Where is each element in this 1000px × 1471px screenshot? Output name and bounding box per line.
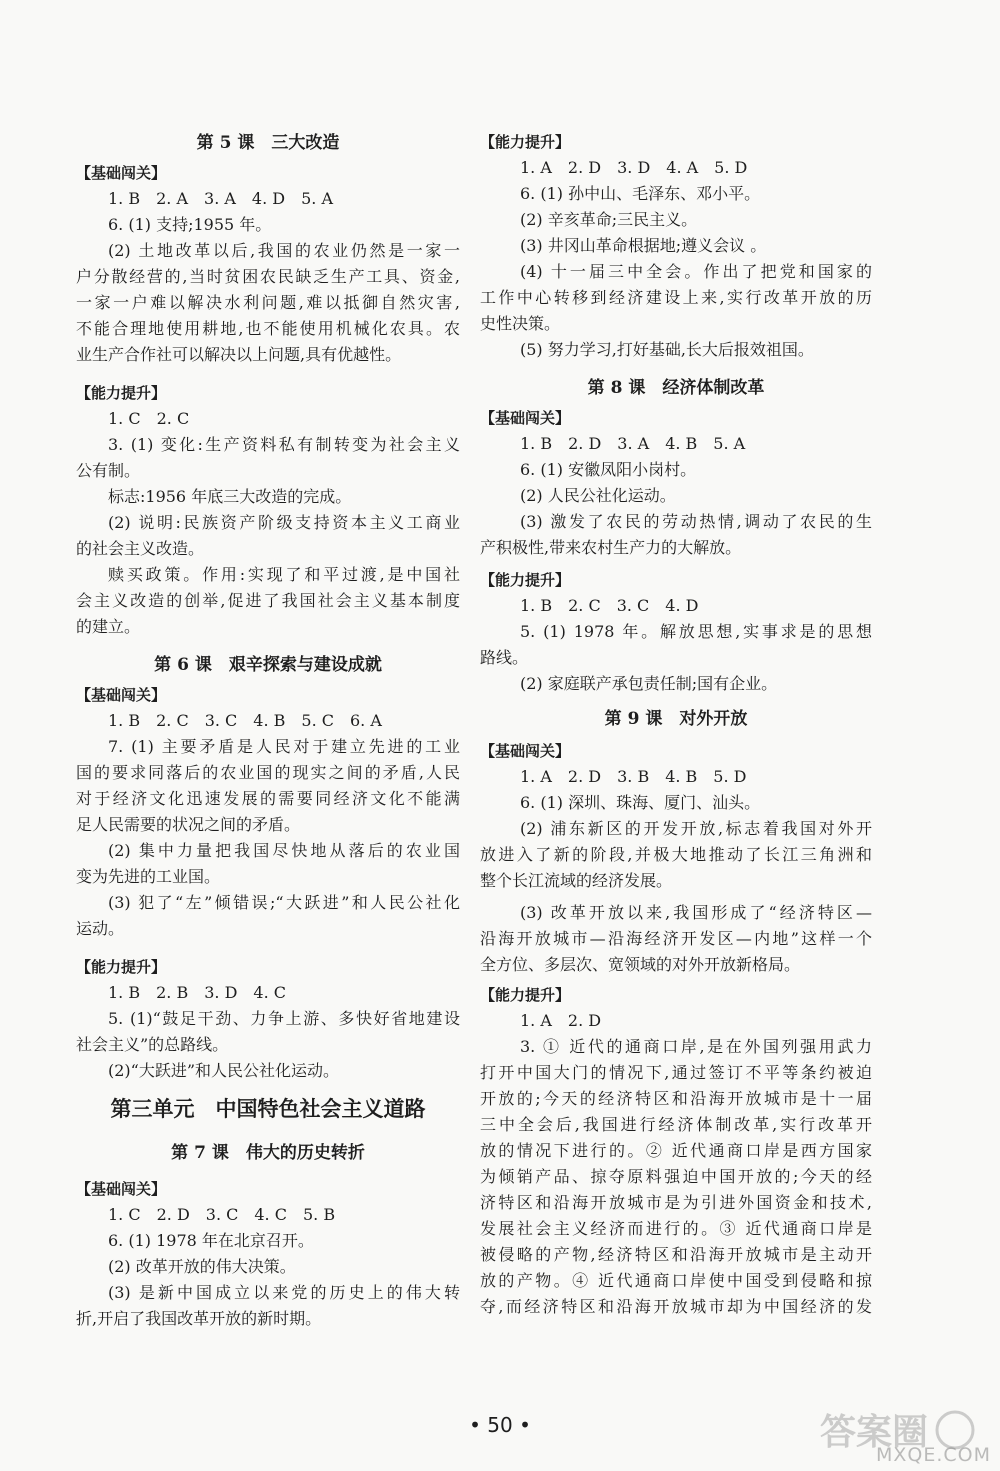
lesson-5-title: 第 5 课 三大改造 [196, 133, 340, 153]
answer-line: 1. C 2. C [108, 409, 190, 428]
answer-line: (2) 辛亥革命;三民主义。 [520, 210, 698, 229]
answer-line: (2) 说明:民族资产阶级支持资本主义工商业 [108, 513, 460, 532]
answer-line: 打开中国大门的情况下,通过签订不平等条约被迫 [480, 1063, 872, 1082]
answer-line: 运动。 [76, 919, 125, 938]
answer-line: 6. (1) 深圳、珠海、厦门、汕头。 [520, 793, 761, 812]
answer-line: 被侵略的产物,经济特区和沿海开放城市是主动开 [480, 1245, 872, 1264]
answer-line: 业生产合作社可以解决以上问题,具有优越性。 [76, 345, 402, 364]
answer-line: 户分散经营的,当时贫困农民缺乏生产工具、资金, [76, 267, 460, 286]
answer-line: (3) 激发了农民的劳动热情,调动了农民的生 [520, 512, 872, 531]
answer-line: 3. (1) 变化:生产资料私有制转变为社会主义 [108, 435, 460, 454]
answer-line: (2) 改革开放的伟大决策。 [108, 1257, 296, 1276]
answer-line: 开放的;今天的经济特区和沿海开放城市是十一届 [480, 1089, 872, 1108]
section-advanced-heading: 【能力提升】 [480, 133, 571, 151]
answer-line: (2) 人民公社化运动。 [520, 486, 676, 505]
section-basic-heading: 【基础闯关】 [76, 1180, 167, 1198]
answer-line: 折,开启了我国改革开放的新时期。 [76, 1309, 322, 1328]
answer-line: 社会主义”的总路线。 [76, 1035, 229, 1054]
answer-line: 6. (1) 1978 年在北京召开。 [108, 1231, 314, 1250]
answer-line: (2) 土地改革以后,我国的农业仍然是一家一 [108, 241, 460, 260]
watermark-url: MXQE.COM [876, 1444, 992, 1466]
answer-line: 1. B 2. B 3. D 4. C [108, 983, 286, 1002]
answer-line: 的社会主义改造。 [76, 539, 205, 558]
watermark-logo-text: 答案圈 [820, 1412, 929, 1453]
section-basic-heading: 【基础闯关】 [76, 686, 167, 704]
answer-line: 济特区和沿海开放城市是为引进外国资金和技术, [480, 1193, 872, 1212]
answer-line: 一家一户难以解决水利问题,难以抵御自然灾害, [76, 293, 460, 312]
answer-line: (3) 井冈山革命根据地;遵义会议 。 [520, 236, 767, 255]
section-basic-heading: 【基础闯关】 [480, 742, 571, 760]
lesson-6-title: 第 6 课 艰辛探索与建设成就 [154, 655, 382, 675]
answer-line: (4) 十一届三中全会。作出了把党和国家的 [520, 262, 872, 281]
answer-line: 夺,而经济特区和沿海开放城市却为中国经济的发 [480, 1297, 872, 1316]
answer-line: 6. (1) 安徽凤阳小岗村。 [520, 460, 697, 479]
page-number: • 50 • [469, 1413, 531, 1437]
section-basic-heading: 【基础闯关】 [480, 409, 571, 427]
answer-line: 史性决策。 [480, 314, 561, 333]
answer-line: 全方位、多层次、宽领域的对外开放新格局。 [480, 955, 801, 974]
answer-line: (5) 努力学习,打好基础,长大后报效祖国。 [520, 340, 814, 359]
answer-line: (2) 集中力量把我国尽快地从落后的农业国 [108, 841, 460, 860]
answer-line: 6. (1) 支持;1955 年。 [108, 215, 272, 234]
answer-line: 1. A 2. D 3. B 4. B 5. D [520, 767, 747, 786]
answer-line: 放的情况下进行的。② 近代通商口岸是西方国家 [480, 1141, 872, 1160]
answer-line: 整个长江流域的经济发展。 [480, 871, 673, 890]
answer-line: (2) 浦东新区的开发开放,标志着我国对外开 [520, 819, 872, 838]
answer-line: 的建立。 [76, 617, 141, 636]
answer-line: 沿海开放城市—沿海经济开发区—内地”这样一个 [480, 929, 872, 948]
answer-line: 变为先进的工业国。 [76, 867, 221, 886]
answer-line: (3) 犯了“左”倾错误;“大跃进”和人民公社化 [108, 893, 460, 912]
answer-line: (2)“大跃进”和人民公社化运动。 [108, 1061, 340, 1080]
answer-line: 1. B 2. D 3. A 4. B 5. A [520, 434, 746, 453]
answer-line: 1. A 2. D [520, 1011, 602, 1030]
answer-line: 1. B 2. C 3. C 4. B 5. C 6. A [108, 711, 382, 730]
answer-line: 工作中心转移到经济建设上来,实行改革开放的历 [480, 288, 872, 307]
answer-line: 足人民需要的状况之间的矛盾。 [76, 815, 301, 834]
unit-3-heading: 第三单元 中国特色社会主义道路 [110, 1096, 426, 1121]
answer-line: 会主义改造的创举,促进了我国社会主义基本制度 [76, 591, 460, 610]
answer-line: 5. (1)“鼓足干劲、力争上游、多快好省地建设 [108, 1009, 460, 1028]
answer-line: 3. ① 近代的通商口岸,是在外国列强用武力 [520, 1037, 872, 1056]
answer-line: 对于经济文化迅速发展的需要同经济文化不能满 [76, 789, 460, 808]
answer-line: 为倾销产品、掠夺原料强迫中国开放的;今天的经 [480, 1167, 872, 1186]
answer-line: (3) 是新中国成立以来党的历史上的伟大转 [108, 1283, 460, 1302]
answer-line: (2) 家庭联产承包责任制;国有企业。 [520, 674, 778, 693]
answer-line: 赎买政策。作用:实现了和平过渡,是中国社 [108, 565, 460, 584]
answer-line: 发展社会主义经济而进行的。③ 近代通商口岸是 [480, 1219, 872, 1238]
answer-line: 放进入了新的阶段,并极大地推动了长江三角洲和 [480, 845, 872, 864]
answer-line: 1. B 2. A 3. A 4. D 5. A [108, 189, 334, 208]
answer-line: 6. (1) 孙中山、毛泽东、邓小平。 [520, 184, 761, 203]
answer-line: 不能合理地使用耕地,也不能使用机械化农具。农 [76, 319, 460, 338]
section-advanced-heading: 【能力提升】 [76, 384, 167, 402]
answer-line: 公有制。 [76, 461, 141, 480]
answer-line: 国的要求同落后的农业国的现实之间的矛盾,人民 [76, 763, 460, 782]
answer-line: 5. (1) 1978 年。解放思想,实事求是的思想 [520, 622, 872, 641]
answer-line: 7. (1) 主要矛盾是人民对于建立先进的工业 [108, 737, 460, 756]
lesson-9-title: 第 9 课 对外开放 [604, 709, 748, 729]
answer-line: 1. A 2. D 3. D 4. A 5. D [520, 158, 748, 177]
section-advanced-heading: 【能力提升】 [480, 986, 571, 1004]
answer-line: 标志:1956 年底三大改造的完成。 [108, 487, 352, 506]
answer-line: (3) 改革开放以来,我国形成了“经济特区— [520, 903, 872, 922]
answer-line: 放的产物。④ 近代通商口岸使中国受到侵略和掠 [480, 1271, 872, 1290]
answer-line: 路线。 [480, 648, 529, 667]
answer-line: 1. B 2. C 3. C 4. D [520, 596, 699, 615]
answer-line: 产积极性,带来农村生产力的大解放。 [480, 538, 742, 557]
answer-line: 三中全会后,我国进行经济体制改革,实行改革开 [480, 1115, 872, 1134]
answer-line: 1. C 2. D 3. C 4. C 5. B [108, 1205, 336, 1224]
lesson-7-title: 第 7 课 伟大的历史转折 [171, 1143, 365, 1163]
section-advanced-heading: 【能力提升】 [480, 571, 571, 589]
section-advanced-heading: 【能力提升】 [76, 958, 167, 976]
lesson-8-title: 第 8 课 经济体制改革 [587, 378, 765, 398]
section-basic-heading: 【基础闯关】 [76, 164, 167, 182]
